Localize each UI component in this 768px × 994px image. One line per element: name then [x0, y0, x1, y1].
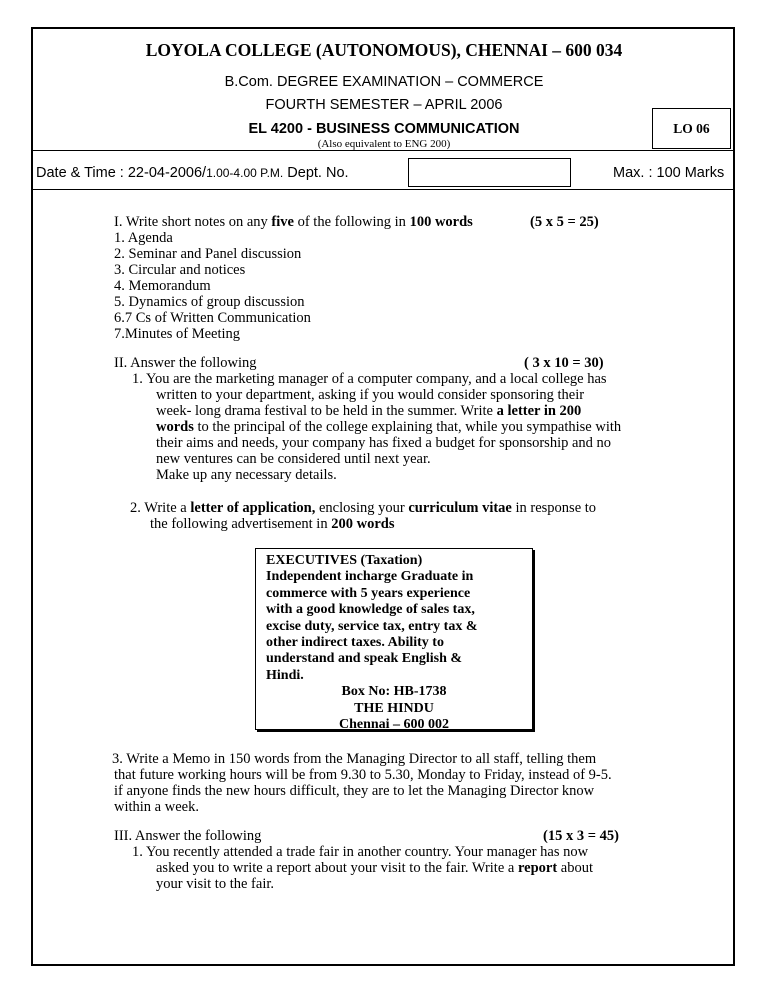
dept-label: Dept. No.: [287, 165, 349, 181]
ad-line: EXECUTIVES (Taxation): [266, 553, 423, 568]
part1-heading: I. Write short notes on any five of the following in 100 words: [114, 214, 473, 230]
paper-code-box: [652, 108, 731, 149]
q3-line: 3. Write a Memo in 150 words from the Managing Director to all staff, telling them: [112, 751, 597, 767]
semester-line: FOURTH SEMESTER – APRIL 2006: [265, 97, 503, 113]
date-time: [36, 165, 349, 181]
ad-line: understand and speak English &: [266, 651, 463, 667]
college-title: LOYOLA COLLEGE (AUTONOMOUS), CHENNAI – 600 034: [145, 40, 623, 60]
part3-q1-line: 1. You recently attended a trade fair in another country. Your manager has now: [132, 844, 589, 860]
ad-line: Independent incharge Graduate in: [266, 569, 474, 585]
ad-line: excise duty, service tax, entry tax &: [266, 618, 478, 634]
date-time-label: Date & Time : 22-04-2006/: [36, 165, 207, 181]
q2-line: 2. Write a letter of application, enclosing your curriculum vitae in response to: [130, 500, 597, 516]
q1-line: Make up any necessary details.: [156, 467, 337, 483]
list-item: 1. Agenda: [114, 230, 173, 246]
list-item: 6.7 Cs of Written Communication: [114, 310, 311, 326]
ad-line: with a good knowledge of sales tax,: [266, 602, 475, 618]
ad-line: commerce with 5 years experience: [266, 585, 471, 601]
paper-code: LO 06: [673, 121, 710, 136]
ad-line: other indirect taxes. Ability to: [266, 635, 444, 651]
q1-line: words to the principal of the college explaining that, while you sympathise with: [156, 419, 622, 435]
ad-line: Hindi.: [266, 667, 304, 683]
q1-line: 1. You are the marketing manager of a computer company, and a local college has: [132, 371, 607, 387]
part3-q1-line: your visit to the fair.: [156, 876, 274, 892]
q1-line: week- long drama festival to be held in the summer. Write a letter in 200: [156, 403, 582, 419]
q3-line: if anyone finds the new hours difficult, they are to let the Managing Director know: [114, 783, 595, 799]
part3-heading: III. Answer the following: [114, 828, 262, 844]
max-marks: Max. : 100 Marks: [613, 165, 725, 181]
ad-city: Chennai – 600 002: [338, 717, 450, 733]
exam-time: 1.00-4.00 P.M.: [206, 166, 284, 180]
part3-q1-line: asked you to write a report about your visit to the fair. Write a report about: [156, 860, 594, 876]
header-divider: [31, 150, 735, 151]
equivalent-note: (Also equivalent to ENG 200): [317, 138, 451, 150]
q2-line: the following advertisement in 200 words: [150, 516, 395, 532]
degree-line: B.Com. DEGREE EXAMINATION – COMMERCE: [224, 74, 544, 90]
paper-title: EL 4200 - BUSINESS COMMUNICATION: [248, 121, 520, 137]
part2-heading: II. Answer the following: [114, 355, 257, 371]
advertisement-box: [255, 548, 533, 733]
part1-marks: (5 x 5 = 25): [530, 214, 599, 230]
list-item: 5. Dynamics of group discussion: [114, 294, 305, 310]
ad-newspaper: THE HINDU: [354, 700, 434, 716]
part3-marks: (15 x 3 = 45): [543, 828, 619, 844]
q3-line: that future working hours will be from 9.30 to 5.30, Monday to Friday, instead of 9-5.: [114, 767, 612, 783]
list-item: 7.Minutes of Meeting: [114, 326, 241, 342]
ad-box-number: Box No: HB-1738: [341, 684, 447, 700]
dept-number-field[interactable]: [408, 158, 571, 187]
part2-marks: ( 3 x 10 = 30): [524, 355, 604, 371]
list-item: 2. Seminar and Panel discussion: [114, 246, 302, 262]
q1-line: new ventures can be considered until next year.: [156, 451, 431, 467]
list-item: 4. Memorandum: [114, 278, 211, 294]
q1-line: their aims and needs, your company has fixed a budget for sponsorship and no: [156, 435, 612, 451]
q1-line: written to your department, asking if you would consider sponsoring their: [156, 387, 585, 403]
q3-line: within a week.: [114, 799, 199, 815]
subheader-divider: [31, 189, 735, 190]
list-item: 3. Circular and notices: [114, 262, 246, 278]
